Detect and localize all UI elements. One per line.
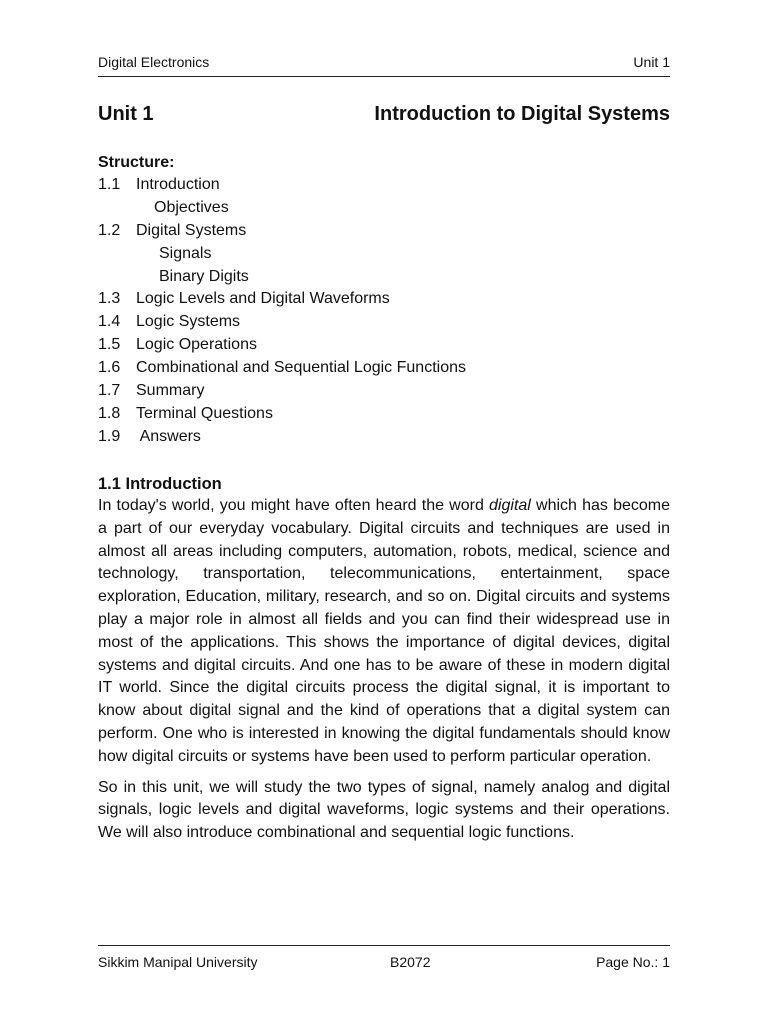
structure-item-number: 1.4 [98, 313, 121, 331]
structure-item [98, 174, 670, 197]
structure-subitem: Binary Digits [159, 267, 249, 285]
section-introduction [98, 473, 670, 845]
header-rule [98, 76, 670, 77]
header-unit-label: Unit 1 [633, 54, 670, 70]
structure-item [98, 357, 670, 380]
structure-item-number: 1.2 [98, 221, 121, 239]
unit-title: Introduction to Digital Systems [374, 103, 670, 125]
structure-item [98, 403, 670, 426]
running-footer [98, 953, 670, 973]
section-heading: 1.1 Introduction [98, 475, 222, 493]
structure-item-label: Terminal Questions [136, 404, 273, 422]
footer-course-code: B2072 [390, 954, 431, 970]
footer-university: Sikkim Manipal University [98, 954, 258, 970]
scope-paragraph: So in this unit, we will study the two types of signal, namely analog and digital signals, logic levels and digital waveforms, logic systems and their operations. We will also introduce combinational and sequential logic functions. [98, 778, 670, 842]
structure-item-label: Combinational and Sequential Logic Functions [136, 359, 466, 377]
running-header [98, 53, 670, 73]
structure-item [98, 288, 670, 311]
structure-item-label: Introduction [136, 176, 220, 193]
structure-item-label: Logic Operations [136, 336, 257, 354]
structure-item-label: Digital Systems [136, 221, 247, 239]
structure-item-number: 1.6 [98, 359, 121, 377]
structure-item-label: Summary [136, 382, 205, 400]
structure-item-number: 1.8 [98, 404, 121, 422]
intro-paragraph-rest: which has become a part of our everyday vocabulary. Digital circuits and techniques are used in almost all areas including computers, automation, robots, medical, science and technology, transportation, telecommunications, entertainment, space exploration, Education, military, research, and so on. Digital circuits and systems play a major role in almost all fields and you can find their widespread use in most of the applications. This shows the importance of digital devices, digital systems and digital circuits. And one has to be aware of these in modern digital IT world. Since the digital circuits process the digital signal, it is important to know about digital signal and the kind of operations that a digital system can perform. One who is interested in knowing the digital fundamentals should know how digital circuits or systems have been used to perform particular operation. [98, 497, 670, 765]
structure-list [98, 174, 670, 449]
structure-outline [98, 152, 670, 449]
structure-item-label: Logic Systems [136, 313, 241, 331]
structure-item [98, 426, 670, 449]
unit-number: Unit 1 [98, 103, 154, 125]
structure-item [98, 311, 670, 334]
structure-item-number: 1.3 [98, 290, 121, 308]
structure-item [98, 220, 670, 243]
unit-title-row [98, 100, 670, 128]
emphasized-term: digital [489, 497, 531, 514]
structure-item-number: 1.7 [98, 382, 121, 400]
intro-paragraph-start: In today's world, you might have often heard the word [98, 497, 490, 514]
intro-paragraph [98, 495, 670, 769]
footer-rule [98, 945, 670, 946]
structure-item [98, 380, 670, 403]
structure-item [98, 334, 670, 357]
structure-item-number: 1.9 [98, 427, 121, 445]
structure-item-number: 1.1 [98, 176, 121, 193]
structure-item-label: Logic Levels and Digital Waveforms [136, 290, 390, 308]
structure-item-number: 1.5 [98, 336, 121, 354]
structure-heading: Structure: [98, 154, 175, 171]
footer-page-number: Page No.: 1 [596, 954, 670, 970]
structure-subitem: Signals [159, 244, 212, 262]
structure-subitem: Objectives [154, 198, 229, 216]
header-course-title: Digital Electronics [98, 54, 210, 70]
structure-item-label: Answers [136, 427, 201, 445]
